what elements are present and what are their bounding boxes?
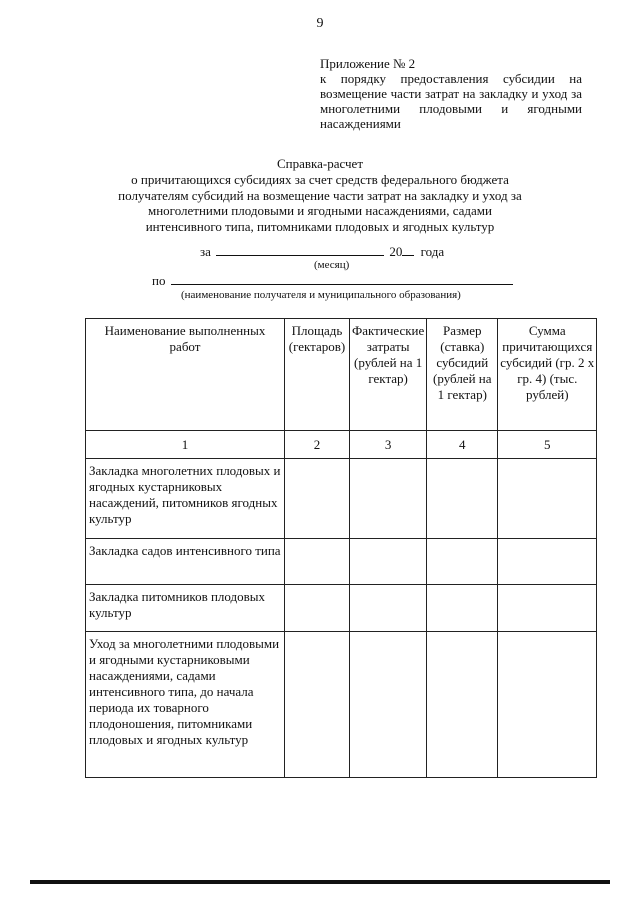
empty-cell[interactable] xyxy=(427,585,498,632)
empty-cell[interactable] xyxy=(427,632,498,778)
header-cell xyxy=(498,319,597,431)
empty-cell[interactable] xyxy=(350,585,427,632)
column-number: 4 xyxy=(427,431,498,459)
recipient-caption: (наименование получателя и муниципального образования) xyxy=(181,289,461,301)
bottom-rule xyxy=(30,880,610,884)
table-header-row xyxy=(86,319,597,431)
header-cell xyxy=(285,319,350,431)
empty-cell[interactable] xyxy=(285,459,350,539)
column-number: 3 xyxy=(350,431,427,459)
row-label-cell xyxy=(86,459,285,539)
header-subsidy-sum: Сумма причитающихся субсидий (гр. 2 х гр. 4) (тыс. рублей) xyxy=(500,323,595,402)
row-label: Закладка питомников плодовых культур xyxy=(89,589,266,620)
year-prefix: 20 xyxy=(389,244,403,259)
row-label-cell xyxy=(86,632,285,778)
appendix-text: к порядку предоставления субсидии на возмещение части затрат на закладку и уход за многолетними плодовыми и ягодными насаждениями xyxy=(320,71,582,131)
empty-cell[interactable] xyxy=(427,539,498,585)
header-cell xyxy=(86,319,285,431)
document-title: Справка-расчет xyxy=(276,156,364,171)
period-prefix: за xyxy=(200,244,211,259)
column-number-row xyxy=(86,431,597,459)
header-work-name: Наименование выполненных работ xyxy=(104,323,266,354)
table-row xyxy=(86,459,597,539)
document-subtitle: о причитающихся субсидиях за счет средств федерального бюджета получателям субсидий на возмещение части затрат на закладку и уход за многолетними плодовыми и ягодными насаждениями, садами интенсивного типа, питомниками плодовых и ягодных культур xyxy=(118,172,522,234)
empty-cell[interactable] xyxy=(498,539,597,585)
header-cell xyxy=(427,319,498,431)
empty-cell[interactable] xyxy=(285,585,350,632)
empty-cell[interactable] xyxy=(285,632,350,778)
header-actual-costs: Фактические затраты (рублей на 1 гектар) xyxy=(352,323,425,386)
column-number: 1 xyxy=(86,431,285,459)
period-caption: (месяц) xyxy=(314,259,350,271)
empty-cell[interactable] xyxy=(427,459,498,539)
recipient-prefix: по xyxy=(152,273,166,288)
empty-cell[interactable] xyxy=(350,459,427,539)
recipient-blank xyxy=(171,272,513,285)
table-row xyxy=(86,632,597,778)
empty-cell[interactable] xyxy=(350,539,427,585)
empty-cell[interactable] xyxy=(350,632,427,778)
period-line xyxy=(200,243,444,260)
column-number: 2 xyxy=(285,431,350,459)
row-label: Закладка садов интенсивного типа xyxy=(89,543,281,558)
page-number: 9 xyxy=(316,16,324,31)
empty-cell[interactable] xyxy=(285,539,350,585)
table-row xyxy=(86,539,597,585)
calculation-table xyxy=(85,318,597,778)
month-blank xyxy=(216,243,384,256)
recipient-line xyxy=(152,272,513,289)
header-area: Площадь (гектаров) xyxy=(288,323,346,354)
appendix-block xyxy=(320,56,582,131)
year-suffix: года xyxy=(420,244,445,259)
row-label: Уход за многолетними плодовыми и ягодными кустарниковыми насаждениями, садами интенсивного типа, до начала периода их товарного плодоношения, питомниками плодовых и ягодных культур xyxy=(89,636,280,747)
row-label: Закладка многолетних плодовых и ягодных кустарниковых насаждений, питомников ягодных культур xyxy=(89,463,281,526)
row-label-cell xyxy=(86,539,285,585)
row-label-cell xyxy=(86,585,285,632)
header-cell xyxy=(350,319,427,431)
header-subsidy-rate: Размер (ставка) субсидий (рублей на 1 гектар) xyxy=(433,323,492,402)
year-blank xyxy=(402,243,414,256)
table-row xyxy=(86,585,597,632)
empty-cell[interactable] xyxy=(498,632,597,778)
appendix-title: Приложение № 2 xyxy=(320,56,416,71)
empty-cell[interactable] xyxy=(498,585,597,632)
empty-cell[interactable] xyxy=(498,459,597,539)
column-number: 5 xyxy=(498,431,597,459)
